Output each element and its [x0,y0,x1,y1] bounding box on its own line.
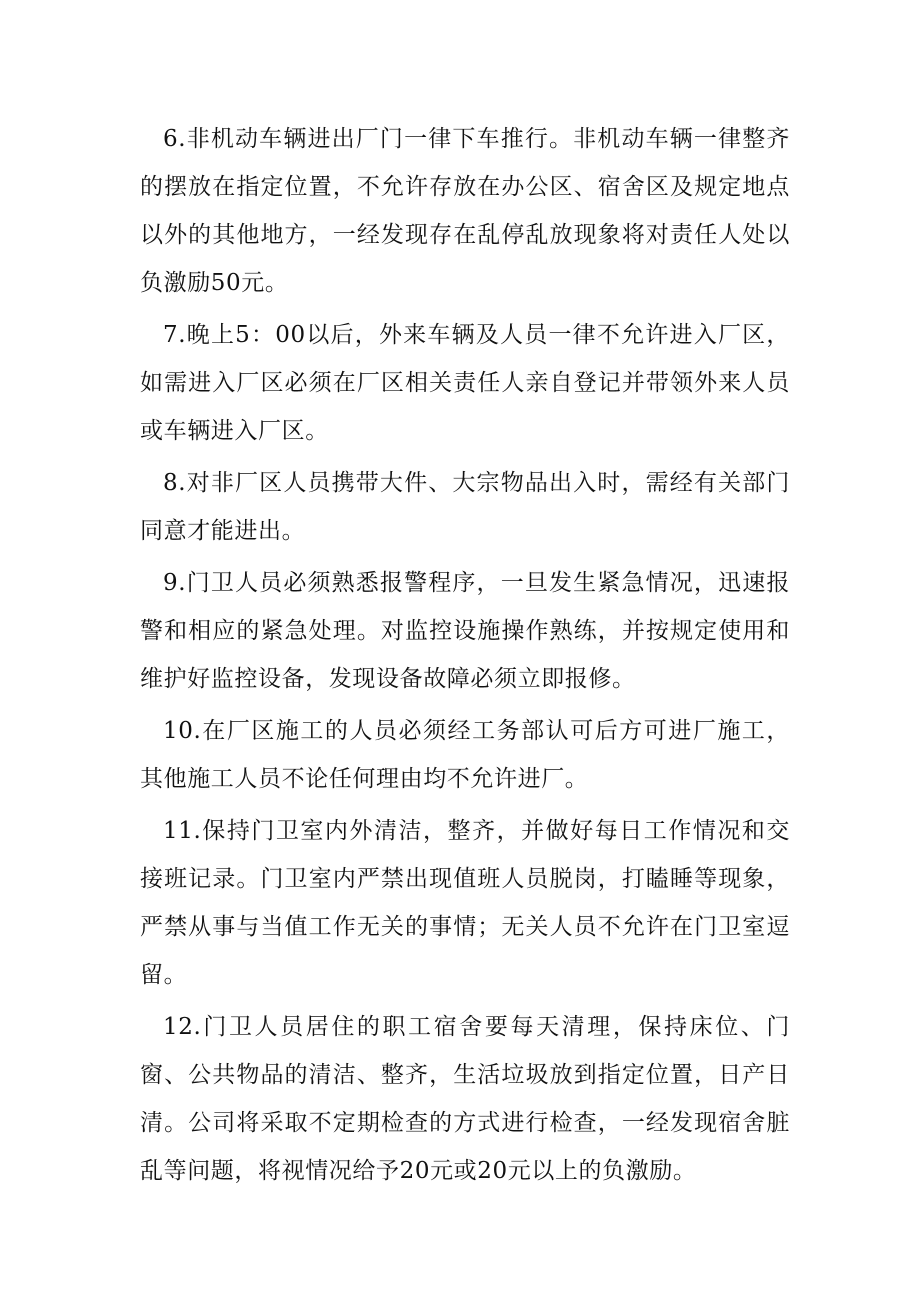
rule-paragraph-7: 7.晚上5：00以后，外来车辆及人员一律不允许进入厂区，如需进入厂区必须在厂区相关责任人亲自登记并带领外来人员或车辆进入厂区。 [140,322,790,444]
rule-paragraph-10: 10.在厂区施工的人员必须经工务部认可后方可进厂施工，其他施工人员不论任何理由均不允许进厂。 [140,718,790,792]
document-body [140,115,790,1199]
rule-paragraph-12: 12.门卫人员居住的职工宿舍要每天清理，保持床位、门窗、公共物品的清洁、整齐，生活垃圾放到指定位置，日产日清。公司将采取不定期检查的方式进行检查，一经发现宿舍脏乱等问题，将视情况给予20元或20元以上的负激励。 [140,1014,790,1184]
rule-paragraph-11: 11.保持门卫室内外清洁，整齐，并做好每日工作情况和交接班记录。门卫室内严禁出现值班人员脱岗，打瞌睡等现象，严禁从事与当值工作无关的事情；无关人员不允许在门卫室逗留。 [140,818,790,988]
rule-paragraph-6: 6.非机动车辆进出厂门一律下车推行。非机动车辆一律整齐的摆放在指定位置，不允许存放在办公区、宿舍区及规定地点以外的其他地方，一经发现存在乱停乱放现象将对责任人处以负激励50元。 [140,126,790,296]
rule-paragraph-9: 9.门卫人员必须熟悉报警程序，一旦发生紧急情况，迅速报警和相应的紧急处理。对监控设施操作熟练，并按规定使用和维护好监控设备，发现设备故障必须立即报修。 [140,570,790,692]
rule-paragraph-8: 8.对非厂区人员携带大件、大宗物品出入时，需经有关部门同意才能进出。 [140,470,790,544]
